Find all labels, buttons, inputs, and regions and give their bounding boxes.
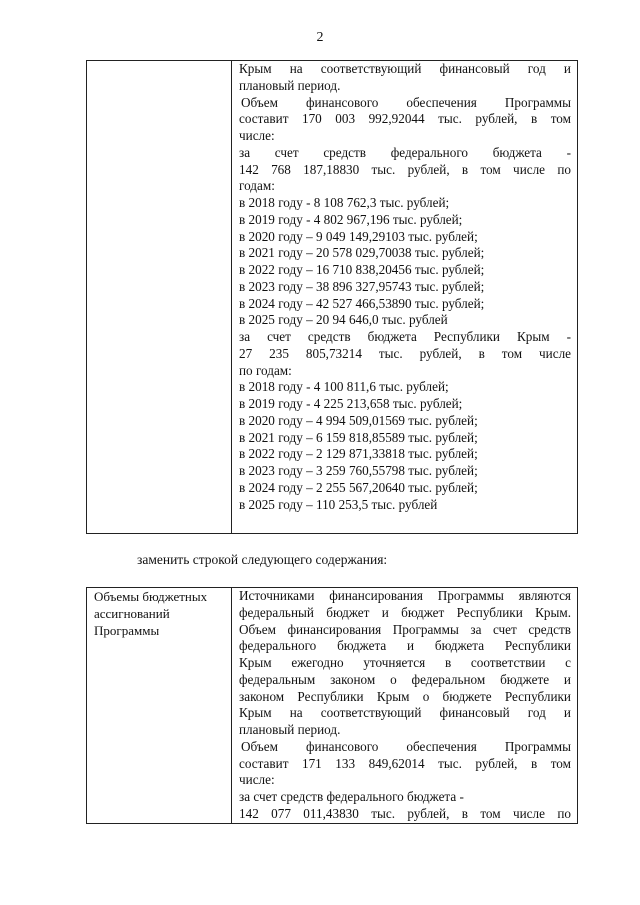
text-line: федерального бюджета и бюджета Республики xyxy=(239,638,571,654)
text-line: федеральным законом о федеральном бюджете и xyxy=(239,671,571,687)
table-old-right-cell xyxy=(232,61,578,534)
text-line: в 2019 году - 4 225 213,658 тыс. рублей; xyxy=(239,396,463,411)
text-line: в 2020 году – 4 994 509,01569 тыс. рублей; xyxy=(239,412,478,428)
text-line: за счет средств федерального бюджета - xyxy=(239,144,571,160)
text-line: в 2025 году – 110 253,5 тыс. рублей xyxy=(239,496,438,512)
text-line: в 2022 году – 16 710 838,20456 тыс. рублей; xyxy=(239,262,485,277)
table-old-lines xyxy=(239,61,571,513)
text-line: числе: xyxy=(239,128,275,143)
text-line: в 2024 году – 2 255 567,20640 тыс. рублей; xyxy=(239,479,478,495)
text-line: 142 077 011,43830 тыс. рублей, в том числе по xyxy=(239,805,571,821)
text-line: Объем финансового обеспечения Программы xyxy=(241,94,571,110)
text-line: составит 171 133 849,62014 тыс. рублей, в том xyxy=(239,755,571,771)
text-line: составит 170 003 992,92044 тыс. рублей, в том xyxy=(239,111,571,127)
text-line: Крым на соответствующий финансовый год и xyxy=(239,705,571,721)
text-line: за счет средств бюджета Республики Крым - xyxy=(239,329,571,344)
table-new-lines xyxy=(239,588,571,823)
text-line: федеральный бюджет и бюджет Республики Крым. xyxy=(239,604,571,620)
text-line: в 2019 году - 4 802 967,196 тыс. рублей; xyxy=(239,211,463,227)
replace-sentence: заменить строкой следующего содержания: xyxy=(137,552,388,567)
text-line: числе: xyxy=(239,772,275,788)
budget-table-old xyxy=(86,60,578,534)
text-line: за счет средств федерального бюджета - xyxy=(239,789,464,804)
text-line: в 2025 году – 20 94 646,0 тыс. рублей xyxy=(239,312,448,328)
left-cell-line: ассигнований xyxy=(94,606,170,621)
text-line: годам: xyxy=(239,178,275,194)
text-line: Объем финансового обеспечения Программы xyxy=(241,738,571,754)
text-line: Объем финансирования Программы за счет средств xyxy=(239,621,571,637)
text-line: Источниками финансирования Программы являются xyxy=(239,588,571,603)
left-cell-line: Объемы бюджетных xyxy=(94,589,208,604)
text-line: 142 768 187,18830 тыс. рублей, в том числе по xyxy=(239,161,571,177)
text-line: в 2021 году – 6 159 818,85589 тыс. рублей; xyxy=(239,429,478,445)
table-old-left-cell xyxy=(87,61,232,534)
table-new-right-cell xyxy=(232,588,578,824)
table-new-left-lines xyxy=(94,588,225,639)
text-line: в 2023 году – 38 896 327,95743 тыс. рублей; xyxy=(239,278,485,294)
text-line: в 2023 году – 3 259 760,55798 тыс. рублей; xyxy=(239,463,478,478)
text-line: Крым ежегодно уточняется в соответствии с xyxy=(239,655,571,670)
text-line: законом Республики Крым о бюджете Республики xyxy=(239,688,571,704)
text-line: Крым на соответствующий финансовый год и xyxy=(239,61,571,76)
text-line: в 2020 году – 9 049 149,29103 тыс. рублей; xyxy=(239,228,478,244)
text-line: в 2018 году - 4 100 811,6 тыс. рублей; xyxy=(239,379,449,395)
text-line: плановый период. xyxy=(239,722,341,737)
text-line: в 2022 году – 2 129 871,33818 тыс. рублей; xyxy=(239,446,478,462)
text-line: 27 235 805,73214 тыс. рублей, в том числе xyxy=(239,345,571,361)
left-cell-line: Программы xyxy=(94,623,160,638)
text-line: в 2018 году - 8 108 762,3 тыс. рублей; xyxy=(239,195,450,210)
text-line: в 2024 году – 42 527 466,53890 тыс. рублей; xyxy=(239,295,485,311)
table-new-left-cell xyxy=(87,588,232,824)
text-line: в 2021 году – 20 578 029,70038 тыс. рублей; xyxy=(239,245,485,261)
budget-table-new xyxy=(86,587,578,824)
page-number: 2 xyxy=(316,30,324,45)
text-line: по годам: xyxy=(239,362,292,378)
text-line: плановый период. xyxy=(239,77,341,93)
